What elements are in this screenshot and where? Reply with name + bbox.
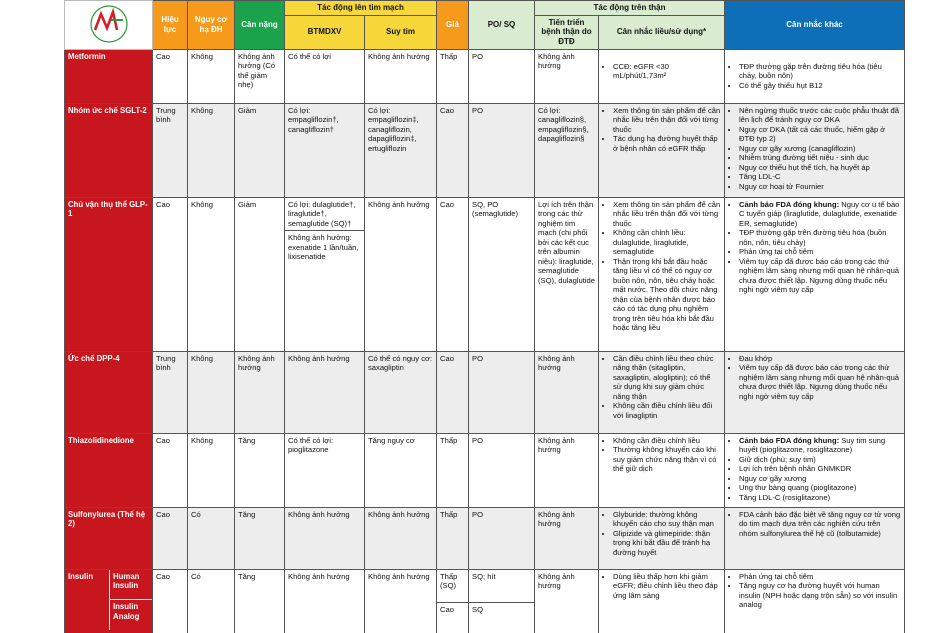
cell-btmdxv: Có thể có lợi: pioglitazone <box>285 433 365 507</box>
drug-name: Sulfonylurea (Thế hệ 2) <box>65 507 153 569</box>
gia-human: Thấp (SQ) <box>440 571 458 590</box>
cell-po: PO <box>469 507 535 569</box>
header-po-sq: PO/ SQ <box>469 1 535 50</box>
list-item: • Viêm tụy cấp đã được báo cáo trong các thử nghiệm lâm sàng nhưng mối quan hệ nhân-quả chưa được thiết lập. Ngưng dùng thuốc nếu nghi ngờ viêm tụy cấp <box>739 363 901 401</box>
list-item: • Lợi ích trên bệnh nhân GNMKDR <box>739 464 901 474</box>
cell-suy-tim: Không ảnh hưởng <box>365 507 437 569</box>
cell-btmdxv <box>285 197 365 351</box>
cell-lieu <box>599 351 725 433</box>
cell-hieu-luc: Cao <box>153 433 188 507</box>
list-item: • Tăng LDL-C (rosiglitazone) <box>739 493 901 503</box>
header-lieu-dung: Cân nhắc liều/sử dụng* <box>599 15 725 49</box>
gia-analog: Cao <box>437 602 468 615</box>
table-row <box>65 351 905 433</box>
cell-lieu <box>599 103 725 197</box>
table-row <box>65 433 905 507</box>
cell-suy-tim: Không ảnh hưởng <box>365 49 437 103</box>
cell-than: Không ảnh hưởng <box>535 433 599 507</box>
list-item: • TĐP thường gặp trên đường tiêu hóa (buồn nôn, nôn, tiêu chảy) <box>739 228 901 247</box>
cell-po: SQ, PO (semaglutide) <box>469 197 535 351</box>
btmdxv-benefit: Có lợi: dulaglutide†, liraglutide†, semaglutide (SQ)† <box>288 199 356 228</box>
cell-gia: Cao <box>437 103 469 197</box>
drug-name: Ức chế DPP-4 <box>65 351 153 433</box>
cell-than: Không ảnh hưởng <box>535 49 599 103</box>
cell-gia <box>437 569 469 633</box>
header-can-nang: Cân nặng <box>235 1 285 50</box>
drug-name: Metformin <box>65 49 153 103</box>
drug-name: Nhóm ức chế SGLT-2 <box>65 103 153 197</box>
drug-subname: Insulin Analog <box>113 602 140 621</box>
list-item: • Dùng liều thấp hơn khi giảm eGFR; điều chỉnh liều theo đáp ứng lâm sàng <box>613 572 721 601</box>
cell-lieu <box>599 49 725 103</box>
cell-khac <box>725 49 905 103</box>
header-can-nhac-khac: Cân nhắc khác <box>725 1 905 50</box>
cell-lieu <box>599 433 725 507</box>
list-item: • Nguy cơ hoại tử Fournier <box>739 182 901 192</box>
cell-than: Có lợi: canagliflozin§, empagliflozin§, dapagliflozin§ <box>535 103 599 197</box>
cell-khac <box>725 507 905 569</box>
cell-can-nang: Tăng <box>235 569 285 633</box>
list-item: • Xem thông tin sản phẩm để cân nhắc liều trên thận đối với từng thuốc <box>613 200 721 229</box>
cell-ha-dh: Không <box>188 351 235 433</box>
list-item: • Glyburide: thường không khuyến cáo cho suy thận mạn <box>613 510 721 529</box>
fda-warning-label: Cảnh báo FDA đóng khung: <box>739 435 840 445</box>
cell-lieu <box>599 197 725 351</box>
cell-gia: Thấp <box>437 507 469 569</box>
cell-khac <box>725 569 905 633</box>
list-item: • Viêm tụy cấp đã được báo cáo trong các thử nghiệm lâm sàng nhưng mối quan hệ nhân-quả chưa được thiết lập. Ngưng dùng thuốc nếu nghi ngờ viêm tụy cấp <box>739 257 901 295</box>
list-item: • Nguy cơ gãy xương (canagliflozin) <box>739 144 901 154</box>
header-gia: Giá <box>437 1 469 50</box>
cell-suy-tim: Có thể có nguy cơ: saxagliptin <box>365 351 437 433</box>
list-item: • Không cần điều chỉnh liều <box>613 436 721 446</box>
list-item <box>739 200 901 229</box>
table-row <box>65 569 905 633</box>
header-btmdxv: BTMDXV <box>285 15 365 49</box>
list-item: • Không cần điều chỉnh liều đối với linagliptin <box>613 401 721 420</box>
btmdxv-neutral: Không ảnh hưởng: exenatide 1 lần/tuần, lixisenatide <box>285 230 364 262</box>
cell-than: Lợi ích trên thận trong các thử nghiệm tim mạch (chi phối bởi các kết cục trên albumin niệu): liraglutide, semaglutide (SQ), dulaglutide <box>535 197 599 351</box>
cell-khac <box>725 197 905 351</box>
cell-btmdxv: Không ảnh hưởng <box>285 507 365 569</box>
cell-gia: Cao <box>437 351 469 433</box>
cell-than: Không ảnh hưởng <box>535 507 599 569</box>
cell-ha-dh: Không <box>188 197 235 351</box>
cell-hieu-luc: Trung bình <box>153 103 188 197</box>
cell-btmdxv: Có lợi: empagliflozin†, canagliflozin† <box>285 103 365 197</box>
cell-lieu <box>599 507 725 569</box>
list-item: • Nguy cơ thiếu hụt thể tích, hạ huyết áp <box>739 163 901 173</box>
cell-can-nang: Không ảnh hưởng <box>235 351 285 433</box>
cell-po <box>469 569 535 633</box>
header-suy-tim: Suy tim <box>365 15 437 49</box>
cell-can-nang: Giảm <box>235 197 285 351</box>
list-item: • Tăng nguy cơ hạ đường huyết với human insulin (NPH hoặc dạng trộn sẵn) so với insulin analog <box>739 581 901 610</box>
cell-btmdxv: Có thể có lợi <box>285 49 365 103</box>
cell-po: PO <box>469 351 535 433</box>
diabetes-drug-table <box>64 0 905 633</box>
list-item: • CCĐ: eGFR <30 mL/phút/1,73m² <box>613 62 721 81</box>
cell-hieu-luc: Cao <box>153 569 188 633</box>
cell-khac <box>725 433 905 507</box>
cell-hieu-luc: Cao <box>153 197 188 351</box>
logo-icon <box>85 4 133 44</box>
cell-hieu-luc: Trung bình <box>153 351 188 433</box>
cell-ha-dh: Có <box>188 507 235 569</box>
cell-can-nang: Giảm <box>235 103 285 197</box>
list-item: • Có thể gây thiếu hụt B12 <box>739 81 901 91</box>
cell-btmdxv: Không ảnh hưởng <box>285 569 365 633</box>
cell-suy-tim: Không ảnh hưởng <box>365 569 437 633</box>
header-tien-trien: Tiến triển bệnh thận do ĐTĐ <box>535 15 599 49</box>
header-than: Tác động trên thận <box>535 1 725 16</box>
cell-khac <box>725 103 905 197</box>
list-item: • Nguy cơ gãy xương <box>739 474 901 484</box>
list-item: • Phản ứng tại chỗ tiêm <box>739 572 901 582</box>
cell-po: PO <box>469 49 535 103</box>
po-analog: SQ <box>469 602 534 615</box>
fda-warning-label: Cảnh báo FDA đóng khung: <box>739 199 840 209</box>
cell-ha-dh: Không <box>188 433 235 507</box>
cell-lieu <box>599 569 725 633</box>
cell-can-nang: Không ảnh hưởng (Có thể giảm nhẹ) <box>235 49 285 103</box>
list-item: • Nhiễm trùng đường tiết niệu - sinh dục <box>739 153 901 163</box>
cell-suy-tim: Tăng nguy cơ <box>365 433 437 507</box>
list-item <box>739 436 901 455</box>
list-item: • Xem thông tin sản phẩm để cân nhắc liều trên thận đối với từng thuốc <box>613 106 721 135</box>
list-item: • Cần điều chỉnh liều theo chức năng thận (sitagliptin, saxagliptin, alogliptin); có thể sử dụng khi suy giảm chức năng thận <box>613 354 721 402</box>
cell-gia: Cao <box>437 197 469 351</box>
cell-hieu-luc: Cao <box>153 507 188 569</box>
drug-name: Thiazolidinedione <box>65 433 153 507</box>
drug-name-insulin <box>65 569 153 633</box>
list-item: • FDA cảnh báo đặc biệt về tăng nguy cơ tử vong do tim mạch dựa trên các nghiên cứu trên nhóm sulfonylurea thế hệ cũ (tolbutamide) <box>739 510 901 539</box>
cell-khac <box>725 351 905 433</box>
cell-can-nang: Tăng <box>235 433 285 507</box>
cell-po: PO <box>469 433 535 507</box>
cell-btmdxv: Không ảnh hưởng <box>285 351 365 433</box>
header-tim-mach: Tác động lên tim mạch <box>285 1 437 16</box>
cell-po: PO <box>469 103 535 197</box>
table-row <box>65 49 905 103</box>
list-item: • Tác dụng hạ đường huyết thấp ở bệnh nhân có eGFR thấp <box>613 134 721 153</box>
list-item: • Giữ dịch (phù; suy tim) <box>739 455 901 465</box>
cell-ha-dh: Không <box>188 103 235 197</box>
list-item: • Thận trọng khi bắt đầu hoặc tăng liều vì có thể có nguy cơ buồn nôn, nôn, tiêu chảy hoặc mất nước. Theo dõi chức năng thận của bệnh nhân được báo cáo có tác dụng phụ nghiêm trọng trên tiêu hóa khi bắt đầu hoặc tăng liều <box>613 257 721 333</box>
cell-gia: Thấp <box>437 49 469 103</box>
drug-subname: Human Insulin <box>110 570 152 601</box>
cell-hieu-luc: Cao <box>153 49 188 103</box>
drug-name: Chủ vận thụ thể GLP-1 <box>65 197 153 351</box>
cell-suy-tim: Có lợi: empagliflozin‡, canagliflozin, dapagliflozin‡, ertugliflozin <box>365 103 437 197</box>
list-item: • TĐP thường gặp trên đường tiêu hóa (tiêu chảy, buồn nôn) <box>739 62 901 81</box>
header-hieu-luc: Hiệu lực <box>153 1 188 50</box>
cell-can-nang: Tăng <box>235 507 285 569</box>
list-item: • Tăng LDL-C <box>739 172 901 182</box>
logo-cell <box>65 1 153 50</box>
table-row <box>65 197 905 351</box>
list-item: • Phản ứng tại chỗ tiêm <box>739 247 901 257</box>
list-item: • Nên ngừng thuốc trước các cuộc phẫu thuật đã lên lịch để tránh nguy cơ DKA <box>739 106 901 125</box>
cell-suy-tim: Không ảnh hưởng <box>365 197 437 351</box>
cell-ha-dh: Có <box>188 569 235 633</box>
fda-warning-text: Nguy cơ u tế bào C tuyến giáp (liraglutide, dulaglutide, exenatide ER, semaglutide) <box>739 199 900 228</box>
list-item: • Thường không khuyến cáo khi suy giảm chức năng thận vì có thể giữ dịch <box>613 445 721 474</box>
table-row <box>65 507 905 569</box>
cell-than: Không ảnh hưởng <box>535 569 599 633</box>
header-nguy-co-ha-dh: Nguy cơ hạ ĐH <box>188 1 235 50</box>
list-item: • Không cần chỉnh liều: dulaglutide, liraglutide, semaglutide <box>613 228 721 257</box>
drug-name: Insulin <box>65 570 110 630</box>
list-item: • Ung thư bàng quang (pioglitazone) <box>739 483 901 493</box>
list-item: • Glipizide và glimepiride: thận trọng khi bắt đầu để tránh hạ đường huyết <box>613 529 721 558</box>
cell-than: Không ảnh hưởng <box>535 351 599 433</box>
table-row <box>65 103 905 197</box>
fda-warning-text: Suy tim sung huyết (pioglitazone, rosiglitazone) <box>739 435 886 454</box>
cell-gia: Thấp <box>437 433 469 507</box>
cell-ha-dh: Không <box>188 49 235 103</box>
list-item: • Đau khớp <box>739 354 901 364</box>
po-human: SQ; hít <box>472 571 496 581</box>
list-item: • Nguy cơ DKA (tất cả các thuốc, hiếm gặp ở ĐTĐ typ 2) <box>739 125 901 144</box>
